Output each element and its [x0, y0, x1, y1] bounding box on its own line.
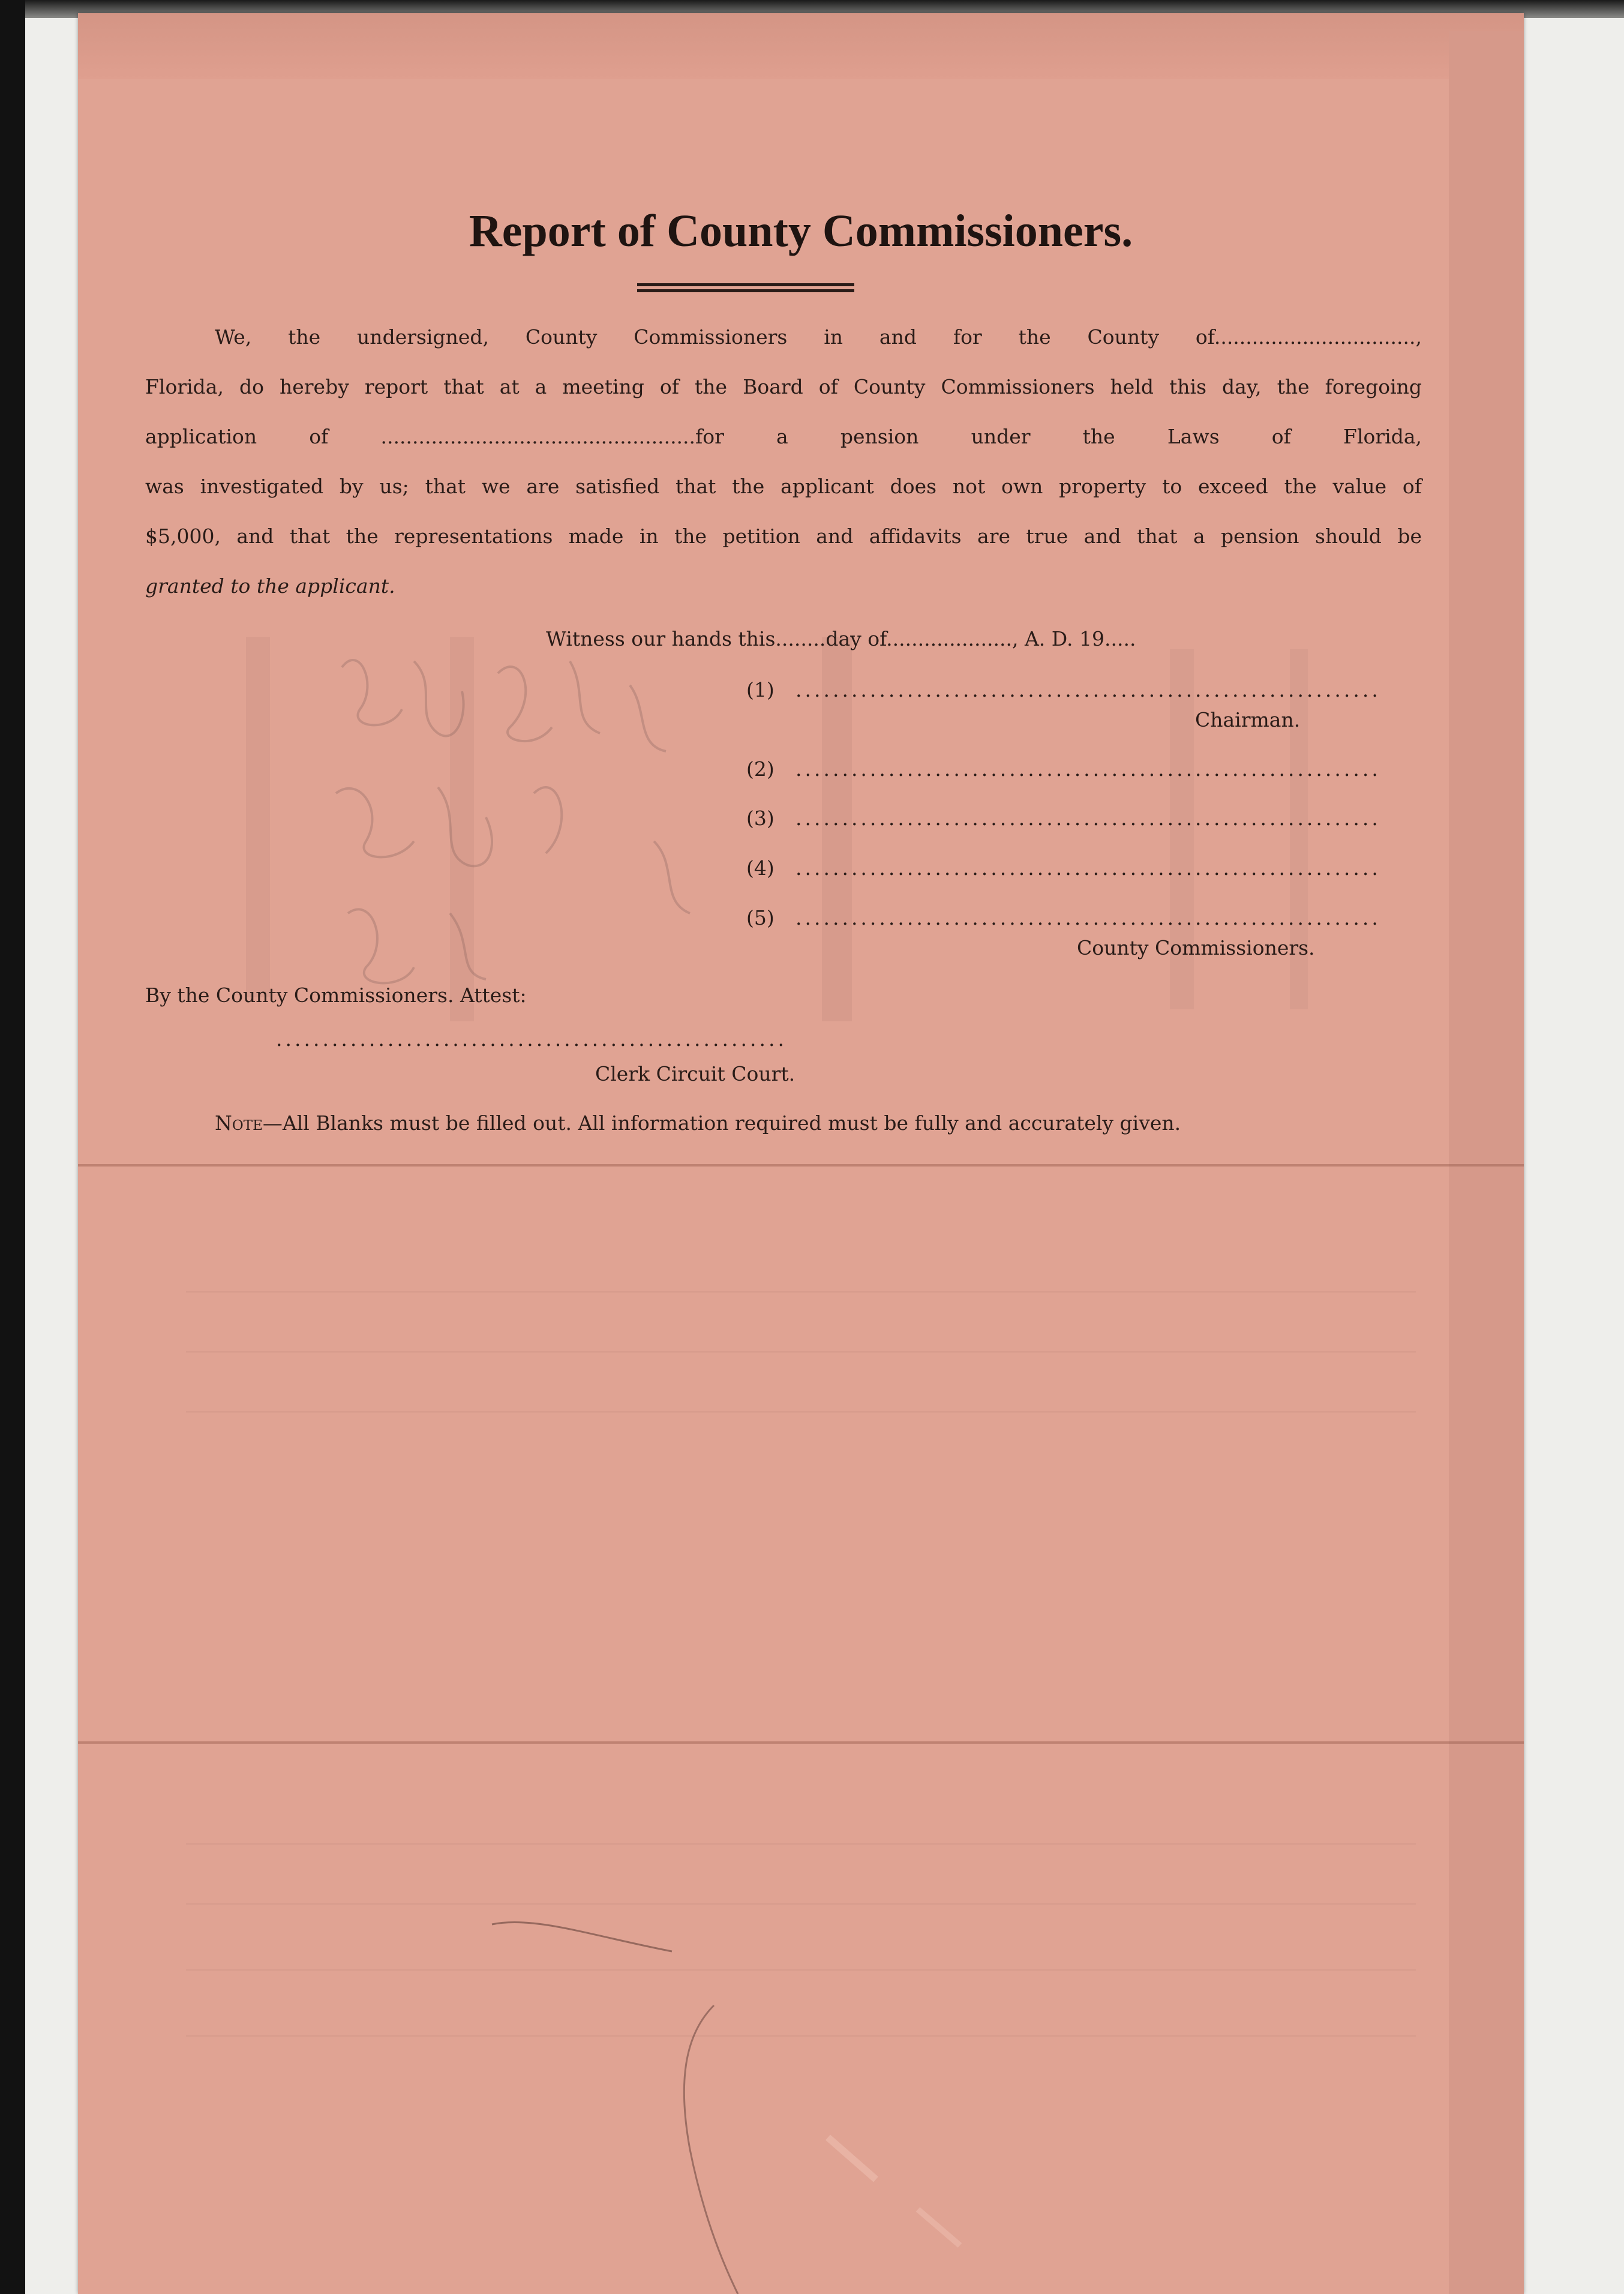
signature-number: (5) [746, 906, 775, 929]
clerk-signature-line: ....................................................... [276, 1027, 787, 1051]
note-line [215, 1111, 1181, 1135]
scanner-left-edge [0, 0, 25, 2294]
faint-handwriting-bleedthrough [78, 13, 1524, 2294]
paper-crease-marks [78, 13, 1524, 2294]
paper-right-tab [1449, 31, 1524, 2294]
signature-line: ............................................................... [796, 678, 1381, 701]
signature-number: (2) [746, 757, 775, 781]
signature-number: (1) [746, 678, 775, 701]
clerk-label: Clerk Circuit Court. [595, 1062, 796, 1085]
signature-line: ............................................................... [796, 856, 1381, 880]
paragraph-line-5: $5,000, and that the representations made in the petition and affidavits are true and that a pension should be [145, 524, 1422, 548]
paragraph-line-3: application of ..................................................for a pension under the Laws of Florida, [145, 425, 1422, 448]
commissioners-label: County Commissioners. [1077, 936, 1315, 959]
signature-number: (3) [746, 806, 775, 830]
signature-line: ............................................................... [796, 757, 1381, 781]
paragraph-line-1: We, the undersigned, County Commissioners in and for the County of................................, [215, 325, 1422, 349]
form-title: Report of County Commissioners. [469, 206, 1133, 256]
note-text: —All Blanks must be filled out. All information required must be fully and accurately given. [262, 1111, 1181, 1135]
witness-line: Witness our hands this........day of...................., A. D. 19..... [546, 627, 1136, 650]
paragraph-line-2: Florida, do hereby report that at a meeting of the Board of County Commissioners held this day, the foregoing [145, 375, 1422, 398]
chairman-label: Chairman. [1195, 708, 1301, 731]
paper-top-band [78, 13, 1524, 79]
signature-number: (4) [746, 856, 775, 880]
paper-fold [78, 1164, 1524, 1167]
pension-form-page [78, 13, 1524, 2294]
paragraph-line-6: granted to the applicant. [145, 574, 395, 598]
title-double-rule [637, 283, 854, 292]
signature-line: ............................................................... [796, 906, 1381, 929]
signature-line: ............................................................... [796, 806, 1381, 830]
paper-fold [78, 1741, 1524, 1744]
note-prefix: Note [215, 1111, 263, 1135]
paragraph-line-4: was investigated by us; that we are satisfied that the applicant does not own property to exceed the value of [145, 475, 1422, 498]
attest-line: By the County Commissioners. Attest: [145, 983, 527, 1007]
